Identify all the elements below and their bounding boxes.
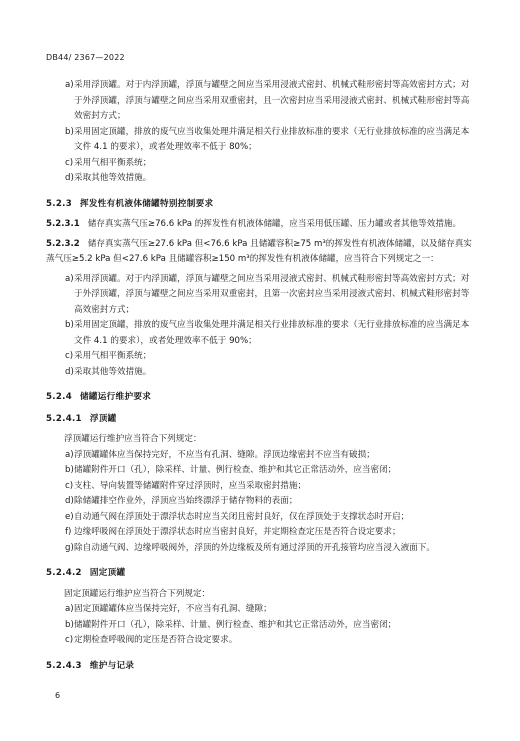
list-marker: d) [65,366,74,377]
list-item-text: 采用气相平衡系统； [74,351,152,361]
list-marker: a) [65,449,74,460]
list-item [46,602,476,618]
list-floating-roof [46,448,476,557]
list-item [46,463,476,479]
list-item [46,272,476,319]
section-number: 5.2.4.3 [46,660,82,671]
list-item [46,525,476,541]
section-heading-5-2-4-3 [46,659,476,675]
list-item [46,618,476,634]
list-item [46,510,476,526]
section-title: 挥发性有机液体储罐特别控制要求 [79,198,214,209]
clause-5-2-3-1 [46,217,476,233]
list-item-text: 浮顶罐罐体应当保持完好，不应当有孔洞、缝隙。浮顶边缘密封不应当有破损； [74,449,375,460]
list-marker: c) [65,157,74,168]
list-marker: b) [65,619,74,630]
list-item-text: 采用气相平衡系统； [74,157,152,168]
list-item [46,349,476,365]
list-item-text: 采用浮顶罐。对于内浮顶罐，浮顶与罐壁之间应当采用浸液式密封、机械式鞋形密封等高效密封方式；对于外浮顶罐，浮顶与罐壁之间应当采用双重密封，且第一次密封应当采用浸液式密封、机械式鞋形密封等高效密封方式； [74,273,470,315]
list-marker: d) [65,173,74,183]
section-title: 储罐运行维护要求 [79,392,152,402]
list-item-text: 除自动通气阀、边缘呼吸阀外，浮顶的外边缘板及所有通过浮顶的开孔接管均应当浸入液面下。 [74,542,435,553]
clause-number: 5.2.3.1 [46,219,80,229]
list-item [46,365,476,381]
list-item-text: 支柱、导向装置等储罐附件穿过浮顶时，应当采取密封措施； [74,480,307,491]
section-heading-5-2-3 [46,197,476,213]
list-marker: b) [65,320,74,330]
list-item-text: 采用固定顶罐，排放的废气应当收集处理并满足相关行业排放标准的要求（无行业排放标准的应当满足本文件 4.1 的要求），或者处理效率不低于 90%； [74,320,470,346]
list-marker: g) [65,542,74,553]
list-item-text: 采取其他等效措施。 [74,173,152,183]
list-item-text: 固定顶罐罐体应当保持完好，不应当有孔洞、缝隙； [74,604,272,614]
list-item-text: 采用浮顶罐。对于内浮顶罐，浮顶与罐壁之间应当采用浸液式密封、机械式鞋形密封等高效密封方式；对于外浮顶罐，浮顶与罐壁之间应当采用双重密封，且一次密封应当采用浸液式密封、机械式鞋形密封等高效密封方式； [74,80,470,121]
list-item [46,448,476,464]
section-heading-5-2-4-1 [46,412,476,428]
section-number: 5.2.3 [46,198,72,209]
list-item [46,633,476,649]
list-item-text: 边缘呼吸阀在浮顶处于漂浮状态时应当密封良好，并定期检查定压是否符合设定要求； [74,527,401,537]
intro-fixed-roof: 固定顶罐运行维护应当符合下列规定： [64,588,211,599]
list-marker: e) [65,511,74,522]
list-item [46,318,476,349]
section-title: 维护与记录 [89,660,135,671]
section-number: 5.2.4.1 [46,413,82,424]
section-title: 浮顶罐 [89,413,117,424]
list-marker: b) [65,126,74,137]
list-item-text: 除储罐排空作业外，浮顶应当始终漂浮于储存物料的表面； [74,496,298,506]
list-item-text: 定期检查呼吸阀的定压是否符合设定要求。 [74,635,238,645]
list-item [46,494,476,510]
list-marker: a) [65,604,74,614]
list-item [46,125,476,156]
section-title: 固定顶罐 [89,568,126,578]
clause-5-2-3-2 [46,237,476,268]
page-number: 6 [55,691,61,700]
list-marker: a) [65,80,74,90]
list-item [46,78,476,125]
intro-floating-roof: 浮顶罐运行维护应当符合下列规定： [64,434,202,444]
section-heading-5-2-4-2 [46,566,476,582]
list-item-text: 自动通气阀在浮顶处于漂浮状态时应当关闭且密封良好，仅在浮顶处于支撑状态时开启； [74,511,410,522]
list-item [46,479,476,495]
list-fixed-roof [46,602,476,649]
section-number: 5.2.4 [46,392,72,402]
list-item-text: 储罐附件开口（孔），除采样、计量、例行检查、维护和其它正常活动外，应当密闭； [74,465,397,475]
list-marker: c) [65,635,74,645]
list-marker: b) [65,465,74,475]
clause-text: 储存真实蒸气压≥27.6 kPa 但<76.6 kPa 且储罐容积≥75 m³的挥发性有机液体储罐，以及储存真实蒸气压≥5.2 kPa 但<27.6 kPa 且储罐容积≥150 m³的挥发性有机液体储罐，应当符合下列规定之一： [46,238,472,264]
list-item [46,541,476,557]
clause-number: 5.2.3.2 [46,238,80,249]
list-marker: a) [65,273,74,284]
list-marker: c) [65,351,74,361]
list-marker: d) [65,496,74,506]
list-item-text: 储罐附件开口（孔），除采样、计量、例行检查、维护和其它正常活动外，应当密闭； [74,619,397,630]
list-item-text: 采用固定顶罐，排放的废气应当收集处理并满足相关行业排放标准的要求（无行业排放标准的应当满足本文件 4.1 的要求），或者处理效率不低于 80%； [74,126,470,152]
section-heading-5-2-4 [46,390,476,406]
clause-text: 储存真实蒸气压≥76.6 kPa 的挥发性有机液体储罐，应当采用低压罐、压力罐或者其他等效措施。 [87,219,462,229]
document-body [46,78,476,679]
list-storage-requirements-2 [46,272,476,381]
list-marker: f) [65,527,72,537]
list-marker: c) [65,480,74,491]
list-item [46,171,476,187]
section-number: 5.2.4.2 [46,568,82,578]
list-item [46,156,476,172]
doc-code: DB44/ 2367—2022 [46,53,125,62]
list-storage-requirements-1 [46,78,476,187]
list-item-text: 采取其他等效措施。 [74,366,152,377]
